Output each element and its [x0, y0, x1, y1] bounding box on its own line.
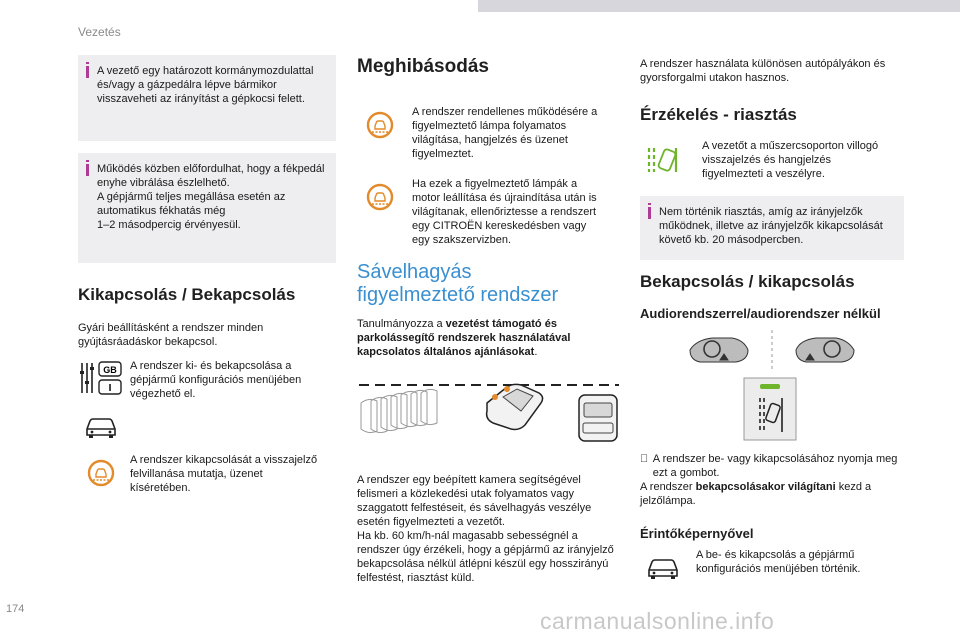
gb-label: GB	[103, 365, 117, 375]
section-name: Vezetés	[78, 25, 121, 39]
recommend-pre: Tanulmányozza a	[357, 318, 446, 330]
steering-wheels-illustration	[640, 328, 904, 448]
fault-icon-wrap	[357, 105, 403, 145]
fault-text-1: A rendszer rendellenes működésére a figyelmeztető lámpa folyamatos világítása, hangjelzés és üzenet figyelmeztet.	[412, 106, 598, 160]
info-icon	[86, 164, 89, 176]
fault-item-1	[357, 105, 620, 161]
disabled-indicator-text: A rendszer kikapcsolását a visszajelző felvillanása mutatja, üzenet kíséretében.	[130, 454, 318, 494]
column-right	[640, 55, 904, 588]
car-departing	[487, 384, 543, 429]
note-text: A vezető egy határozott kormánymozdulattal és/vagy a gázpedálra lépve bármikor visszaveheti az irányítást a gépkocsi felett.	[97, 65, 314, 105]
lane-warning-icon	[366, 111, 394, 139]
intro-text: Gyári beállításként a rendszer minden gyújtásráadáskor bekapcsol.	[78, 322, 264, 348]
detection-text: A vezetőt a műszercsoporton villogó visszajelzés és hangjelzés figyelmezteti a veszélyre.	[702, 140, 879, 180]
lamp-text	[640, 480, 904, 508]
detection-item	[640, 139, 904, 181]
lamp-post: kezd a jelzőlámpa.	[640, 481, 872, 507]
lane-green-icon	[646, 142, 680, 176]
lane-departure-illustration	[357, 373, 620, 451]
lamp-bold: bekapcsolásakor világítani	[695, 481, 836, 493]
touch-text: A be- és kikapcsolás a gépjármű konfigurációs menüjében történik.	[696, 549, 861, 575]
press-text: A rendszer be- vagy kikapcsolásához nyomja meg ezt a gombot.	[652, 453, 898, 479]
lane-warning-icon	[366, 183, 394, 211]
recommend-bold: vezetést támogató és parkolássegítő rendszerek használatával kapcsolatos általános ajánlásokat	[357, 318, 571, 358]
lane-warning-icon-wrap	[78, 453, 124, 493]
recommend-post: .	[534, 346, 538, 358]
car-parked	[579, 395, 617, 441]
note-text: Működés közben előfordulhat, hogy a fékpedál enyhe vibrálása észlelhető. A gépjármű teljes megállása esetén az automatikus fékhatás még 1–2 másodpercig érvényesül.	[97, 163, 325, 231]
lane-departure-description: A rendszer egy beépített kamera segítségével felismeri a közlekedési utak folyamatos vagy szaggatott felfestéseit, és sávelhagyás veszélye esetén figyelmezteti a vezetőt. Ha kb. 60 km/h-nál magasabb sebességnél a rendszer úgy érzékeli, hogy a gépjármű az irányjelző bekapcsolása nélkül átlépni készül egy hosszirányú felfestést, riasztást küld.	[357, 474, 614, 584]
heading-detection: Érzékelés - riasztás	[640, 105, 797, 124]
detection-icon-wrap	[640, 139, 686, 179]
i-label: I	[108, 383, 112, 394]
info-note-override	[78, 55, 336, 141]
car-icon	[646, 556, 680, 580]
config-menu-text: A rendszer ki- és bekapcsolása a gépjármű konfigurációs menüjében végezhető el.	[130, 360, 302, 400]
heading-audio: Audiorendszerrel/audiorendszer nélkül	[640, 306, 881, 321]
fault-text-2: Ha ezek a figyelmeztető lámpák a motor leállítása és újraindítása után is világítanak, ellenőriztesse a rendszert egy CITROËN kereskedésben vagy egy szakszervizben.	[412, 178, 597, 246]
item-config-menu	[78, 359, 336, 439]
config-menu-icon	[79, 359, 123, 397]
heading-on-off: Bekapcsolás / kikapcsolás	[640, 272, 855, 291]
touch-icon-wrap	[640, 548, 686, 588]
recommendation-text	[357, 317, 620, 359]
item-disabled-indicator	[78, 453, 336, 495]
page-number: 174	[6, 603, 25, 615]
usage-text: A rendszer használata különösen autópályákon és gyorsforgalmi utakon hasznos.	[640, 58, 886, 84]
watermark: carmanualsonline.info	[540, 608, 775, 634]
heading-fault: Meghibásodás	[357, 56, 489, 77]
header-bar	[478, 0, 960, 12]
heading-touchscreen: Érintőképernyővel	[640, 526, 754, 541]
touch-item	[640, 548, 904, 588]
fault-item-2	[357, 177, 620, 247]
lane-departure-title-1: Sávelhagyás	[357, 261, 472, 283]
info-icon	[86, 66, 89, 78]
press-button-instruction	[640, 452, 904, 480]
lamp-pre: A rendszer	[640, 481, 696, 493]
info-icon	[648, 207, 651, 219]
note-text: Nem történik riasztás, amíg az irányjelzők működnek, illetve az irányjelzők kikapcsolását követő kb. 20 másodpercben.	[659, 206, 883, 246]
info-note-vibration	[78, 153, 336, 263]
heading-disable-enable: Kikapcsolás / Bekapcsolás	[78, 285, 296, 304]
icon-stack	[78, 359, 124, 439]
lane-departure-title-2: figyelmeztető rendszer	[357, 284, 559, 306]
fault-icon-wrap	[357, 177, 403, 217]
column-middle	[357, 55, 620, 585]
car-icon	[84, 415, 118, 439]
column-left	[78, 55, 336, 495]
info-note-no-alert	[640, 196, 904, 260]
lane-warning-icon	[87, 459, 115, 487]
bullet-symbol	[640, 452, 653, 466]
lane-assist-button[interactable]	[744, 378, 796, 440]
heading-lane-departure	[357, 261, 620, 307]
